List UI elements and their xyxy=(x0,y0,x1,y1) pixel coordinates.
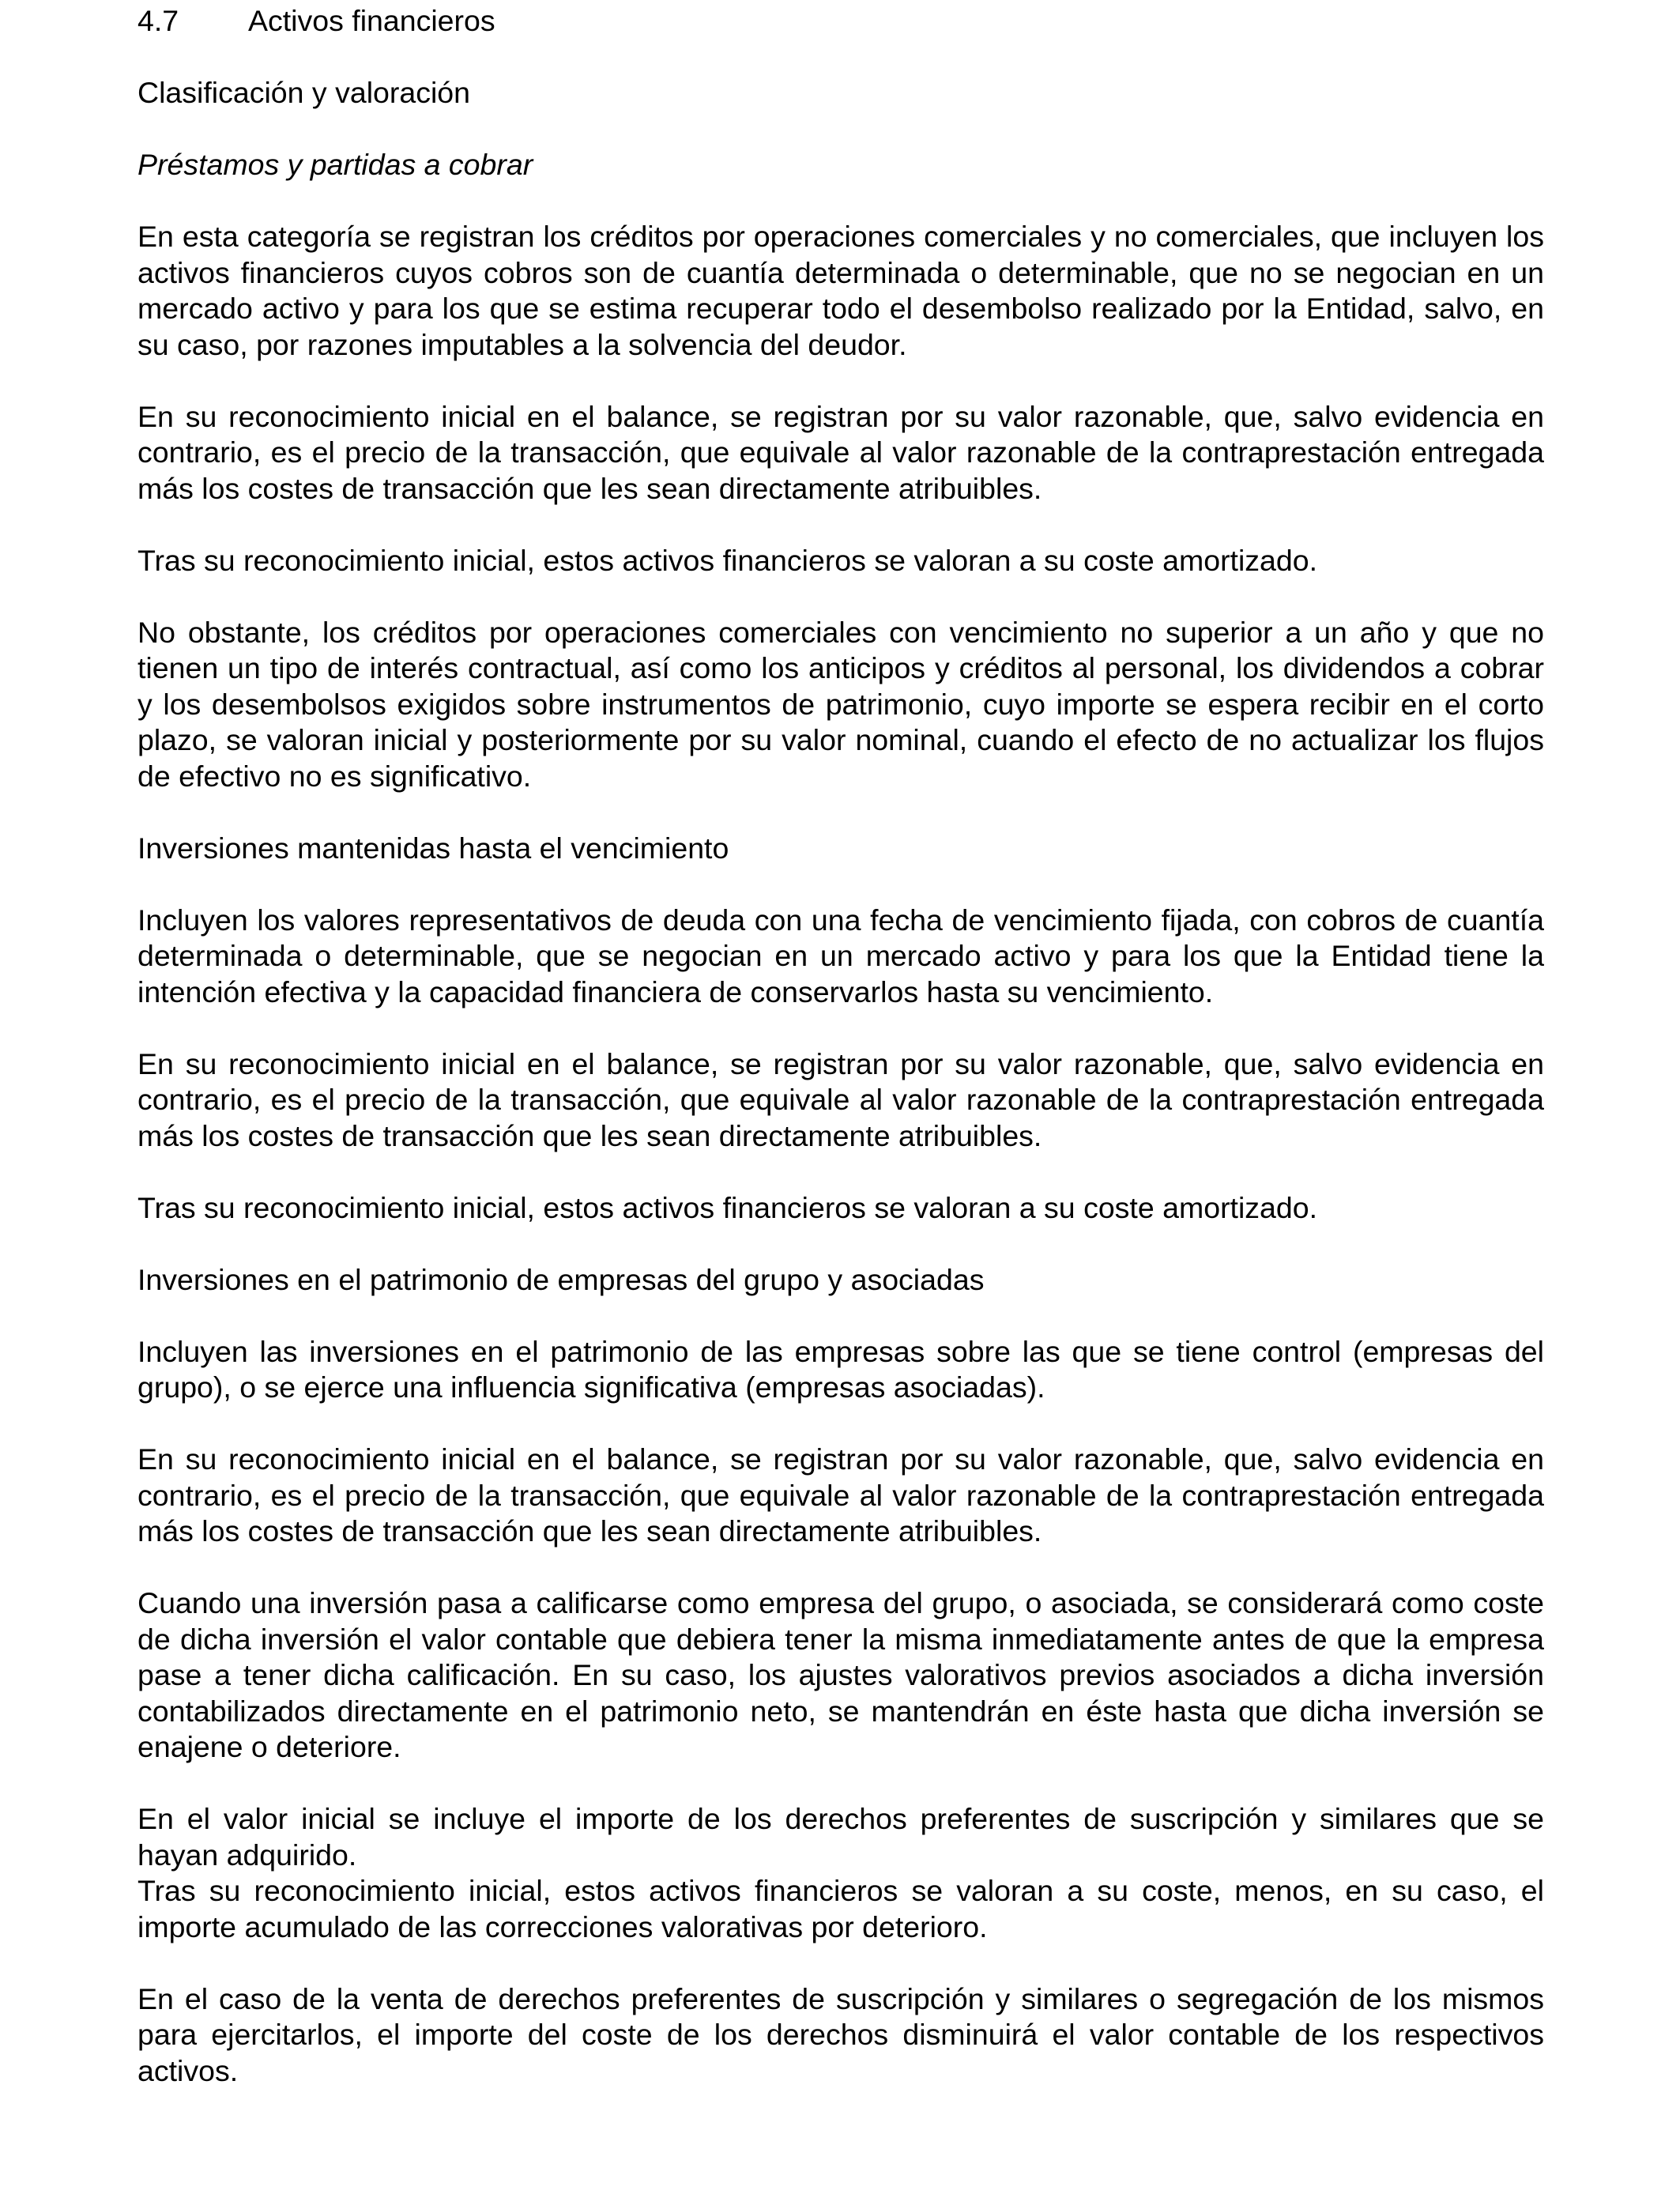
document-page xyxy=(137,0,1544,2089)
section-title: Activos financieros xyxy=(248,4,495,37)
group-paragraph-2: En su reconocimiento inicial en el balance, se registran por su valor razonable, que, salvo evidencia en contrario, es el precio de la transacción, que equivale al valor razonable de la contraprestación entregada más los costes de transacción que les sean directamente atribuibles. xyxy=(137,1442,1544,1547)
loans-paragraph-3: Tras su reconocimiento inicial, estos activos financieros se valoran a su coste amortizado. xyxy=(137,543,1318,577)
group-paragraph-6: En el caso de la venta de derechos preferentes de suscripción y similares o segregación de los mismos para ejercitarlos, el importe del coste de los derechos disminuirá el valor contable de los respectivos activos. xyxy=(137,1981,1544,2087)
htm-paragraph-1: Incluyen los valores representativos de deuda con una fecha de vencimiento fijada, con cobros de cuantía determinada o determinable, que se negocian en un mercado activo y para los que la Entidad tiene la intención efectiva y la capacidad financiera de conservarlos hasta su vencimiento. xyxy=(137,903,1544,1008)
section-heading xyxy=(137,0,1544,40)
loans-paragraph-2: En su reconocimiento inicial en el balance, se registran por su valor razonable, que, salvo evidencia en contrario, es el precio de la transacción, que equivale al valor razonable de la contraprestación entregada más los costes de transacción que les sean directamente atribuibles. xyxy=(137,399,1544,505)
group-paragraph-3: Cuando una inversión pasa a calificarse como empresa del grupo, o asociada, se considerará como coste de dicha inversión el valor contable que debiera tener la misma inmediatamente antes de que la empresa pase a tener dicha calificación. En su caso, los ajustes valorativos previos asociados a dicha inversión contabilizados directamente en el patrimonio neto, se mantendrán en éste hasta que dicha inversión se enajene o deteriore. xyxy=(137,1586,1544,1763)
subtitle-classification: Clasificación y valoración xyxy=(137,76,471,109)
section-number: 4.7 xyxy=(137,4,179,37)
htm-paragraph-3: Tras su reconocimiento inicial, estos activos financieros se valoran a su coste amortizado. xyxy=(137,1190,1318,1224)
htm-paragraph-2: En su reconocimiento inicial en el balance, se registran por su valor razonable, que, salvo evidencia en contrario, es el precio de la transacción, que equivale al valor razonable de la contraprestación entregada más los costes de transacción que les sean directamente atribuibles. xyxy=(137,1046,1544,1152)
group-paragraph-4: En el valor inicial se incluye el importe de los derechos preferentes de suscripción y similares que se hayan adquirido. xyxy=(137,1802,1544,1872)
htm-heading: Inversiones mantenidas hasta el vencimiento xyxy=(137,831,729,865)
loans-paragraph-4: No obstante, los créditos por operaciones comerciales con vencimiento no superior a un año y que no tienen un tipo de interés contractual, así como los anticipos y créditos al personal, los dividendos a cobrar y los desembolsos exigidos sobre instrumentos de patrimonio, cuyo importe se espera recibir en el corto plazo, se valoran inicial y posteriormente por su valor nominal, cuando el efecto de no actualizar los flujos de efectivo no es significativo. xyxy=(137,615,1544,793)
group-paragraph-5: Tras su reconocimiento inicial, estos activos financieros se valoran a su coste, menos, en su caso, el importe acumulado de las correcciones valorativas por deterioro. xyxy=(137,1874,1544,1943)
loans-paragraph-1: En esta categoría se registran los créditos por operaciones comerciales y no comerciales, que incluyen los activos financieros cuyos cobros son de cuantía determinada o determinable, que no se negocian en un mercado activo y para los que se estima recuperar todo el desembolso realizado por la Entidad, salvo, en su caso, por razones imputables a la solvencia del deudor. xyxy=(137,220,1544,361)
loans-heading: Préstamos y partidas a cobrar xyxy=(137,148,533,181)
group-paragraph-1: Incluyen las inversiones en el patrimonio de las empresas sobre las que se tiene control (empresas del grupo), o se ejerce una influencia significativa (empresas asociadas). xyxy=(137,1334,1544,1404)
group-heading: Inversiones en el patrimonio de empresas del grupo y asociadas xyxy=(137,1262,985,1296)
